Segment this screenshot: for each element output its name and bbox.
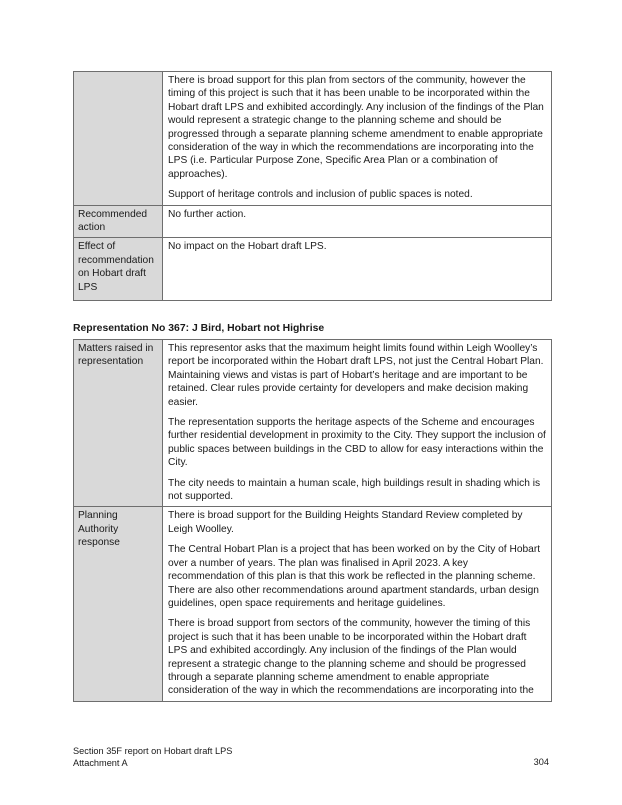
row-content [163,340,552,507]
representation-table [73,339,552,702]
paragraph: The representation supports the heritage aspects of the Scheme and encourages further residential development in proximity to the City. They support the inclusion of public spaces between buildings in the CBD to allow for easy interactions within the City. [168,417,546,469]
table-row [74,507,552,701]
row-content [163,507,552,701]
row-content [163,72,552,206]
row-label [74,72,163,206]
representation-table-continued [73,71,552,301]
paragraph: There is broad support for the Building Heights Standard Review completed by Leigh Woolley. [168,510,523,535]
paragraph: There is broad support from sectors of the community, however the timing of this project is such that it has been unable to be incorporated within the Hobart draft LPS and exhibited accordingly. Any inclusion of the findings of the Plan would represent a strategic change to the planning scheme and should be progressed through a separate planning scheme amendment to enable appropriate consideration of the way in which the recommendations are incorporating into the [168,618,534,697]
row-content [163,238,552,301]
table-row [74,340,552,507]
paragraph: There is broad support for this plan from sectors of the community, however the timing of this project is such that it has been unable to be incorporated within the Hobart draft LPS and exhibited accordingly. Any inclusion of the findings of the Plan would represent a strategic change to the planning scheme and should be progressed through a separate planning scheme amendment to enable appropriate consideration of the way in which the recommendations are incorporating into the LPS (i.e. Particular Purpose Zone, Specific Area Plan or a combination of approaches). [168,75,544,180]
footer-attachment: Attachment A [73,757,128,768]
table-row [74,238,552,301]
paragraph: Support of heritage controls and inclusion of public spaces is noted. [168,189,473,201]
row-label: Recommended action [74,205,163,238]
paragraph: This representor asks that the maximum height limits found within Leigh Woolley’s report be incorporated within the Hobart draft LPS, not just the Central Hobart Plan. Maintaining views and vistas is part of Hobart’s heritage and are important to be retained. Clear rules provide certainty for developers and make decision making easier. [168,343,544,408]
paragraph: No further action. [168,208,247,220]
page-footer [73,746,232,769]
row-label: Matters raised in representation [74,340,163,507]
section-heading: Representation No 367: J Bird, Hobart not Highrise [73,323,325,334]
table-row [74,205,552,238]
footer-report-title: Section 35F report on Hobart draft LPS [73,746,233,756]
page-number: 304 [533,757,549,767]
row-label: Planning Authority response [74,507,163,701]
paragraph: No impact on the Hobart draft LPS. [168,241,327,253]
paragraph: The Central Hobart Plan is a project that has been worked on by the City of Hobart over a number of years. The plan was finalised in April 2023. A key recommendation of this plan is that this work be reflected in the planning scheme. There are also other recommendations around apartment standards, urban design guidelines, open space requirements and heritage guidelines. [168,544,541,609]
row-content [163,205,552,238]
table-row [74,72,552,206]
row-label: Effect of recommendation on Hobart draft LPS [74,238,163,301]
paragraph: The city needs to maintain a human scale, high buildings result in shading which is not supported. [168,477,541,503]
